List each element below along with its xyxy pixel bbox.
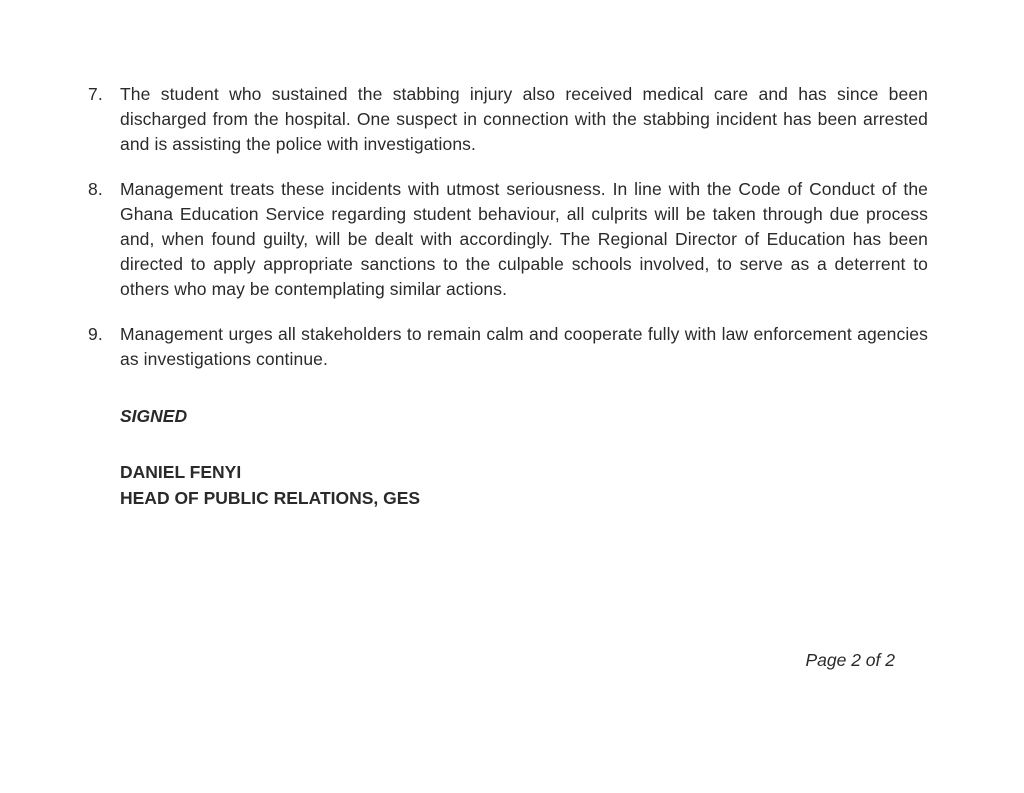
signatory-name: DANIEL FENYI <box>120 462 242 482</box>
signed-label: SIGNED <box>120 406 188 426</box>
numbered-item-9 <box>88 322 928 372</box>
item-number: 7. <box>88 84 103 104</box>
numbered-item-8 <box>88 177 928 302</box>
signatory-title: HEAD OF PUBLIC RELATIONS, GES <box>120 488 421 508</box>
signatory <box>120 459 928 511</box>
item-text: Management urges all stakeholders to remain calm and cooperate fully with law enforcement agencies as investigations continue. <box>120 324 928 369</box>
item-text: Management treats these incidents with utmost seriousness. In line with the Code of Conduct of the Ghana Education Service regarding student behaviour, all culprits will be taken through due process and, when found guilty, will be dealt with accordingly. The Regional Director of Education has been directed to apply appropriate sanctions to the culpable schools involved, to serve as a deterrent to others who may be contemplating similar actions. <box>120 179 928 299</box>
item-text: The student who sustained the stabbing injury also received medical care and has since been discharged from the hospital. One suspect in connection with the stabbing incident has been arrested and is assisting the police with investigations. <box>120 84 928 154</box>
item-number: 8. <box>88 179 103 199</box>
signature-block <box>120 404 928 511</box>
numbered-item-7 <box>88 82 928 157</box>
page-number: Page 2 of 2 <box>805 650 895 670</box>
item-number: 9. <box>88 324 103 344</box>
